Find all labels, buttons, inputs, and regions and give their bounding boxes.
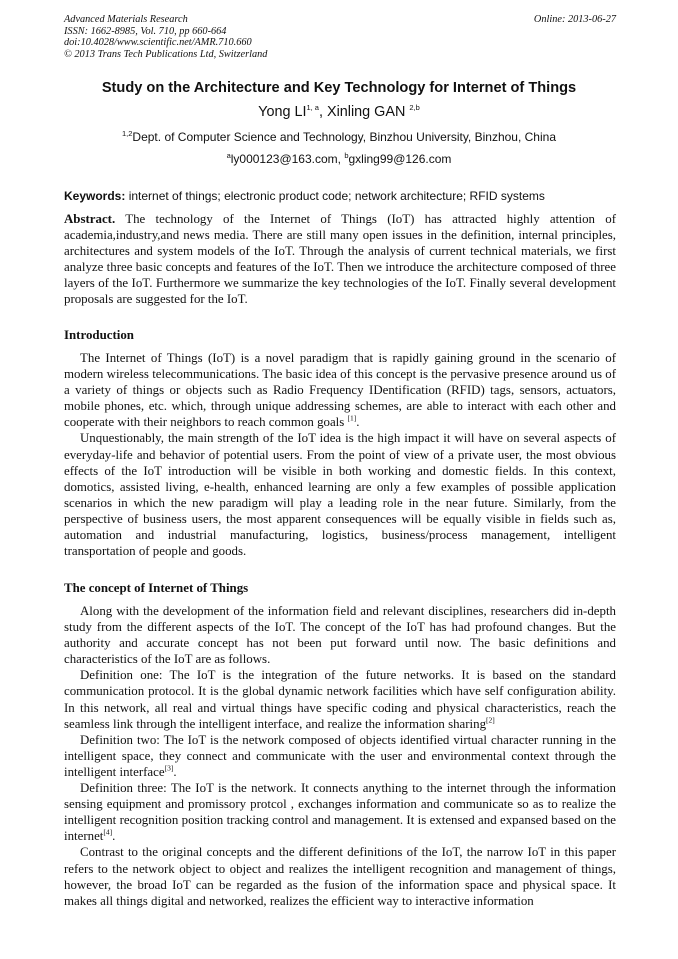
citation-2: [2] [486, 715, 495, 725]
author-2-affil: 2,b [409, 103, 420, 113]
issn-line: ISSN: 1662-8985, Vol. 710, pp 660-664 [64, 25, 227, 37]
author-line [40, 104, 638, 120]
journal-header [64, 14, 616, 60]
definition-three: Definition three: The IoT is the network. It connects anything to the internet through the information sensing equipment and promissory protcol , exchanges information and communicate so as to realize the intelligent recognition position tracking control and management. It is extensed and expansed based on the internet[4]. [64, 781, 616, 844]
author-1: Yong LI [258, 104, 307, 120]
email-b: gxling99@126.com [348, 152, 452, 166]
introduction-heading: Introduction [64, 328, 134, 342]
keywords [64, 189, 616, 203]
concept-paragraph-1: Along with the development of the information field and relevant disciplines, researchers did in-depth study from the different aspects of the IoT. The concept of the IoT has had profound changes. But the authority and accurate concept has not been put forward until now. The basic definitions and characteristics of the IoT are as follows. [64, 604, 616, 667]
abstract-text: The technology of the Internet of Things (IoT) has attracted highly attention of academia,industry,and news media. There are still many open issues in the definition, internal principles, architectures and system models of the IoT. Through the analysis of current technical materials, we first analyze three basic concepts and features of the IoT. Then we introduce the architecture composed of three layers of the IoT. Furthermore we summarize the key technologies of the IoT. Finally several development proposals are suggested for the IoT. [64, 212, 616, 307]
online-date: Online: 2013-06-27 [533, 14, 616, 25]
author-separator: , [318, 104, 327, 120]
email-a: ly000123@163.com, [230, 152, 345, 166]
citation-1: [1] [347, 414, 357, 424]
copyright-line: © 2013 Trans Tech Publications Ltd, Switzerland [64, 48, 268, 60]
email-line [40, 152, 638, 166]
doi-line: doi:10.4028/www.scientific.net/AMR.710.660 [64, 37, 252, 48]
citation-4: [4] [103, 828, 113, 838]
abstract-label: Abstract. [64, 212, 116, 226]
affiliation [40, 130, 638, 144]
intro-paragraph-1: The Internet of Things (IoT) is a novel paradigm that is rapidly gaining ground in the scenario of modern wireless telecommunications. The basic idea of this concept is the pervasive presence around us of a variety of things or objects such as Radio Frequency IDentification (RFID) tags, sensors, actuators, mobile phones, etc. which, through unique addressing schemes, are able to interact with each other and cooperate with their neighbors to reach common goals [1]. [64, 351, 616, 430]
keywords-text: internet of things; electronic product code; network architecture; RFID systems [125, 189, 545, 203]
definition-two: Definition two: The IoT is the network composed of objects identified virtual character running in the intelligent space, they connect and communicate with the user and environmental context through the intelligent interface[3]. [64, 732, 616, 779]
author-2: Xinling GAN [326, 104, 406, 120]
author-1-affil: 1, a [306, 103, 319, 113]
introduction-body [64, 350, 616, 559]
abstract [64, 211, 616, 308]
concept-heading: The concept of Internet of Things [64, 581, 249, 595]
journal-name: Advanced Materials Research [64, 14, 188, 25]
concept-paragraph-last: Contrast to the original concepts and the different definitions of the IoT, the narrow IoT in this paper refers to the network object to object and realizes the intelligent recognition and management of things, however, the broad IoT can be regarded as the fusion of the information space and physical space. It makes all things digital and networked, realizes the efficient way to interactive information [64, 845, 616, 908]
citation-3: [3] [164, 763, 174, 773]
keywords-label: Keywords: [64, 189, 126, 203]
intro-paragraph-2: Unquestionably, the main strength of the IoT idea is the high impact it will have on several aspects of everyday-life and behavior of potential users. From the point of view of a private user, the most obvious effects of the IoT introduction will be visible in both working and domestic fields. In this context, domotics, assisted living, e-health, enhanced learning are only a few examples of possible application scenarios in which the new paradigm will play a leading role in the near future. Similarly, from the perspective of business users, the most apparent consequences will be equally visible in fields such as, automation and industrial manufacturing, logistics, business/process management, intelligent transportation of people and goods. [64, 431, 616, 559]
email-b-marker: b [344, 151, 349, 160]
affiliation-text: Dept. of Computer Science and Technology, Binzhou University, Binzhou, China [132, 130, 556, 144]
definition-one: Definition one: The IoT is the integration of the future networks. It is based on the standard communication protocol. It is the global dynamic network facilities which have self configuration ability. In this network, all real and virtual things have specific coding and physical characteristics, reach the seamless link through the intelligent interface, and realize the information sharing[2] [64, 668, 616, 731]
paper-title: Study on the Architecture and Key Technology for Internet of Things [101, 80, 577, 96]
concept-body [64, 603, 616, 909]
affiliation-marker: 1,2 [121, 129, 133, 138]
email-a-marker: a [226, 151, 231, 160]
